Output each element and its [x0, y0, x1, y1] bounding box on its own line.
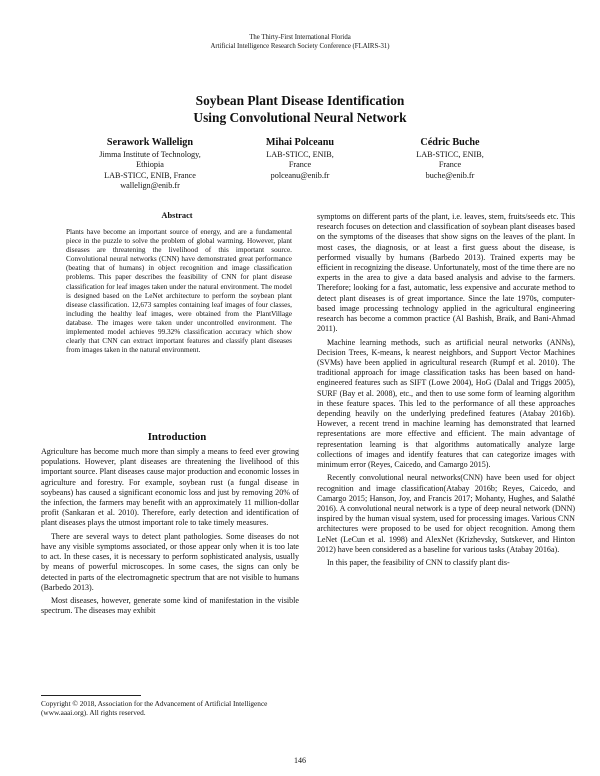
venue-line-1: The Thirty-First International Florida — [249, 34, 351, 41]
author-name: Serawork Wallelign — [106, 137, 194, 148]
author-block-1 — [60, 136, 240, 192]
author-affiliation: LAB-STICC, ENIB, — [416, 150, 484, 159]
venue-header — [0, 33, 600, 51]
author-email: wallelign@enib.fr — [120, 181, 180, 191]
body-paragraph: Recently convolutional neural networks(CNN) have been used for object recognition and image classification(Atabay 2016b; Reyes, Caicedo, and Camargo 2015; Hanson, Joy, and Francis 2017; Mohanty, Hughes, and Salathé 2016). A convolutional neural network is a type of deep neural network (DNN) inspired by the human visual system, used for processing images. Various CNN architectures were proposed to be used for object recognition. Among them LeNet (LeCun et al. 1998) and AlexNet (Krizhevsky, Sutskever, and Hinton 2012) have been considered as a baseline for various tasks (Atabay 2016a). — [317, 473, 575, 554]
author-affiliation: France — [288, 160, 312, 170]
abstract-text: Plants have become an important source of energy, and are a fundamental piece in the puzzle to solve the problem of global warming. However, plant diseases are threatening the livelihood of this important source. Convolutional neural networks (CNN) have demonstrated great performance (beating that of humans) in object recognition and image classification problems. This paper describes the feasibility of CNN for plant disease classification for leaf images taken under the natural environment. The model is designed based on the LeNet architecture to perform the soybean plant disease classification. 12,673 samples containing leaf images of four classes, including the healthy leaf images, were obtained from the PlantVillage database. The images were taken under uncontrolled environment. The implemented model achieves 99.32% classification accuracy which show clearly that CNN can extract important features and classify plant diseases from images taken in the natural environment. — [66, 228, 292, 355]
paper-title — [0, 92, 600, 126]
page-number: 146 — [294, 756, 306, 765]
author-email: polceanu@enib.fr — [270, 170, 330, 180]
body-paragraph: Most diseases, however, generate some kind of manifestation in the visible spectrum. The diseases may exhibit — [41, 596, 299, 616]
author-affiliation: LAB-STICC, ENIB, France — [104, 170, 196, 180]
author-affiliation: France — [438, 160, 462, 170]
title-line-2: Using Convolutional Neural Network — [193, 110, 407, 125]
body-paragraph: There are several ways to detect plant pathologies. Some diseases do not have any visible symptoms associated, or those appear only when it is too late to act. In these cases, it is necessary to perform sophisticated analysis, usually by means of powerful microscopes. In some cases, the signs can only be detected in parts of the electromagnetic spectrum that are not visible to humans (Barbedo 2013). — [41, 531, 299, 592]
copyright-notice: Copyright © 2018, Association for the Advancement of Artificial Intelligence (www.aaai.org). All rights reserved. — [41, 699, 268, 718]
title-line-1: Soybean Plant Disease Identification — [195, 93, 405, 108]
author-affiliation: LAB-STICC, ENIB, — [266, 150, 334, 159]
author-block-3 — [380, 136, 520, 181]
body-paragraph: Agriculture has become much more than simply a means to feed ever growing populations. However, plant diseases are threatening the livelihood of this important source. Plant diseases cause major production and economic losses in agriculture and forestry. For example, soybean rust (a fungal disease in soybeans) has caused a significant economic loss and just by removing 20% of the infection, the farmers may benefit with an approximately 11 million-dollar profit (Sankaran et al. 2010). Therefore, early detection and identification of plant diseases plays the utmost important role to take timely measures. — [41, 447, 299, 528]
abstract-heading: Abstract — [161, 211, 193, 220]
author-affiliation: Jimma Institute of Technology, — [99, 150, 201, 159]
author-name: Cédric Buche — [420, 137, 480, 148]
right-column-body — [317, 212, 575, 568]
left-column-body — [41, 447, 299, 617]
author-email: buche@enib.fr — [425, 170, 475, 180]
author-affiliation: Ethiopia — [136, 160, 164, 170]
body-paragraph: symptoms on different parts of the plant, i.e. leaves, stem, fruits/seeds etc. This research focuses on detection and classification of soybean plant diseases based on the symptoms of the diseases that show signs on the leaves of the plant. In most cases, the diagnosis, or at least a first guess about the disease, is performed visually by humans (Barbedo 2013). Trained experts may be efficient in recognizing the disease. Unfortunately, most of the time there are no experts in the area to give a data based analysis and advise to the farmers. Therefore; looking for a fast, automatic, less expensive and accurate method to detect plant diseases is of great importance. Since the late 1970s, computer-based image processing technology applied in the agricultural engineering research has become a common practice (Al Bashish, Braik, and Bani-Ahmad 2011). — [317, 212, 575, 334]
author-name: Mihai Polceanu — [265, 137, 335, 148]
venue-line-2: Artificial Intelligence Research Society Conference (FLAIRS-31) — [210, 43, 390, 50]
body-paragraph: In this paper, the feasibility of CNN to classify plant dis- — [327, 558, 510, 568]
author-block-2 — [230, 136, 370, 181]
footnote-rule — [41, 695, 141, 696]
body-paragraph: Machine learning methods, such as artificial neural networks (ANNs), Decision Trees, K-means, k nearest neighbors, and Support Vector Machines (SVMs) have been applied in agricultural research (Rumpf et al. 2010). The traditional approach for image classification tasks has been based on hand-engineered features such as SIFT (Lowe 2004), HoG (Dalal and Triggs 2005), SURF (Bay et al. 2008), etc., and then to use some form of learning algorithm in these feature spaces. This led to the performance of all these approaches depending heavily on the underlying predefined features (Atabay 2016b). However, a recent trend in machine learning has demonstrated that learned representations are more effective and efficient. The main advantage of representation learning is that algorithms automatically analyze large collections of images and identify features that can categorize images with minimum error (Reyes, Caicedo, and Camargo 2015). — [317, 337, 575, 470]
introduction-heading: Introduction — [147, 431, 207, 443]
